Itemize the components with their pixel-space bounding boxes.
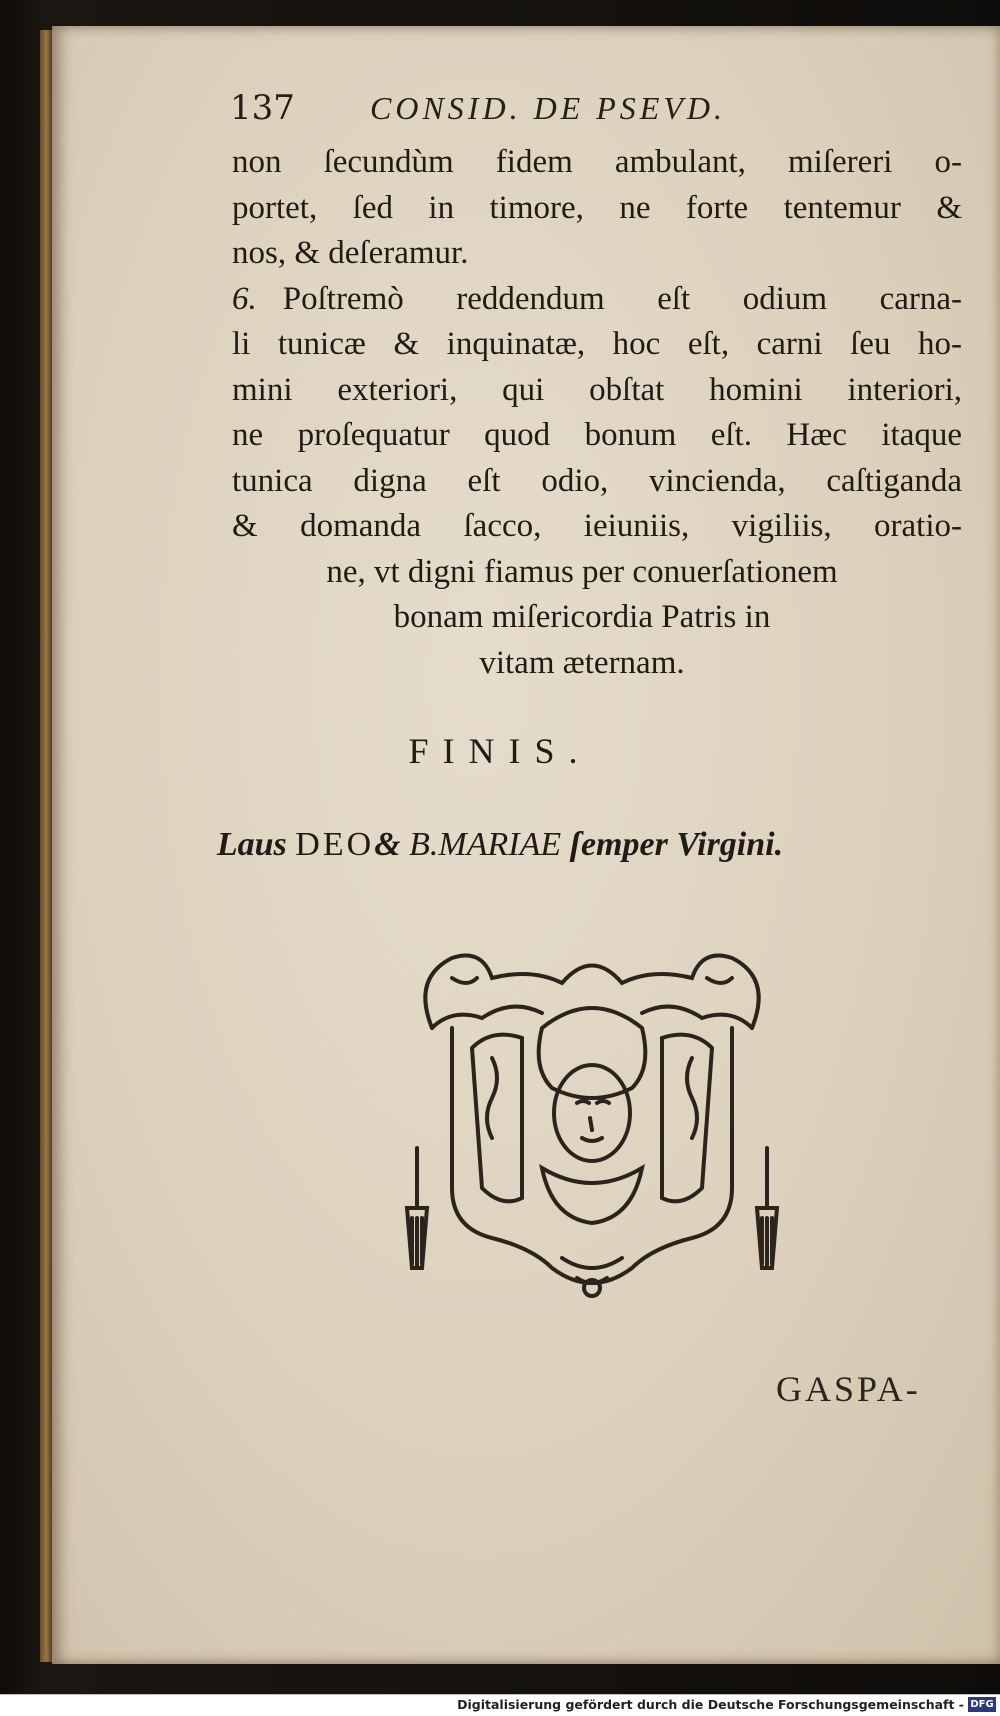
- footer-credit: Digitalisierung gefördert durch die Deutsche Forschungsgemeinschaft -: [457, 1697, 964, 1712]
- dfg-logo: DFG: [968, 1697, 996, 1712]
- colophon: [0, 826, 1000, 864]
- finis-heading: FINIS.: [408, 731, 592, 771]
- paragraph-number: 6.: [232, 280, 257, 317]
- woodcut-ornament: [392, 938, 792, 1308]
- running-head: CONSID. DE PSEVD.: [370, 90, 726, 126]
- text-line: tunica digna eſt odio, vincienda, caſtiganda: [232, 462, 962, 499]
- text-line: ne, vt digni fiamus per conuerſationem: [326, 553, 838, 590]
- colophon-deo: DEO: [295, 826, 375, 863]
- colophon-mariae: B.MARIAE: [409, 826, 562, 863]
- text-line: & domanda ſacco, ieiuniis, vigiliis, oratio-: [232, 508, 962, 544]
- text-line: portet, ſed in timore, ne forte tentemur &: [232, 189, 962, 226]
- page-header: [230, 88, 830, 138]
- text-line: ne proſequatur quod bonum eſt. Hæc itaque: [232, 417, 962, 453]
- digitization-footer: [0, 1694, 1000, 1716]
- text-line: Poſtremò reddendum eſt odium carna-: [282, 280, 962, 317]
- text-line: nos, & deſeramur.: [232, 235, 469, 271]
- colophon-semper-virgini: ſemper Virgini.: [569, 826, 784, 863]
- paragraph-first-line: [232, 277, 962, 323]
- text-line: bonam miſericordia Patris in: [393, 599, 771, 635]
- page-number: 137: [230, 88, 295, 128]
- body-text: [232, 140, 962, 686]
- catchword: GASPA-: [776, 1369, 921, 1409]
- text-line: non ſecundùm fidem ambulant, miſereri o-: [232, 144, 962, 180]
- colophon-ampersand: &: [374, 826, 401, 863]
- text-line: li tunicæ & inquinatæ, hoc eſt, carni ſeu ho-: [232, 326, 962, 362]
- text-line: vitam æternam.: [479, 644, 685, 681]
- text-line: mini exteriori, qui obſtat homini interiori,: [232, 371, 962, 408]
- colophon-laus: Laus: [216, 826, 287, 863]
